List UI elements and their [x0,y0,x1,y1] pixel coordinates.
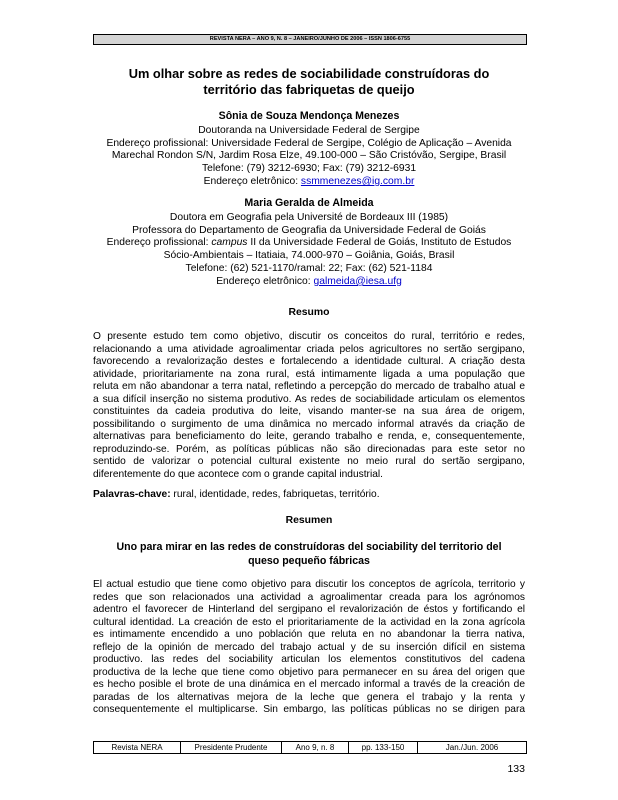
page-number: 133 [507,763,525,775]
title-line: Uno para mirar en las redes de construídoras del sociability del territorio del [116,541,502,553]
affiliation-line: Sócio-Ambientais – Itatiaia, 74.000-970 – Goiânia, Goiás, Brasil [163,250,455,262]
email-label: Endereço eletrônico: [203,175,301,187]
footer-date: Jan./Jun. 2006 [445,743,499,752]
text-line: redes que son relacionados una actividad a agroalimentar creada para los agrónomos [93,591,525,603]
address-italic: campus [211,237,248,249]
keywords-list: rural, identidade, redes, fabriquetas, território. [170,489,380,500]
author-name: Maria Geralda de Almeida [244,197,374,209]
title-line: território das fabriquetas de queijo [203,82,415,97]
resumen-paragraph [93,579,525,717]
text-line: reflejo de la opinión de mercado del trabajo actual y de su inserción difícil en sistema [93,641,525,653]
author-block [93,110,525,189]
text-line: es intimamente encendido a uno población que reluta en no abandonar la tierra nativa, [93,629,525,641]
author-block [93,197,525,289]
footer-pages: pp. 133-150 [349,742,418,753]
address-line [93,237,525,250]
text-line: productivo. las redes del sociability articulan los elementos constitutivos del cadena [93,654,525,666]
text-line: sentido de valorizar o potencial cultural existente no meio rural do sertão sergipano, [93,456,525,468]
affiliation-line: Telefone: (79) 3212-6930; Fax: (79) 3212-6931 [201,163,417,175]
affiliation-line: Marechal Rondon S/N, Jardim Rosa Elze, 49.100-000 – São Cristóvão, Sergipe, Brasil [111,150,507,162]
affiliation-line: Professora do Departamento de Geografia da Universidade Federal de Goiás [132,224,486,236]
text-line: O presente estudo tem como objetivo, discutir os conceitos do rural, território e redes, [93,331,525,342]
email-link[interactable]: ssmmenezes@ig.com.br [300,175,415,187]
author-name: Sônia de Souza Mendonça Menezes [218,110,400,122]
text-line: cultural identidad. La creación de esto el prioritariamente de la actividad en la zona agrícola [93,616,525,628]
text-line: possibilitando o surgimento de uma dinâmica no mercado informal através da criação de [93,418,525,430]
affiliation-line: Endereço profissional: Universidade Federal de Sergipe, Colégio de Aplicação – Avenida [106,137,512,149]
text-line: El actual estudio que tiene como objetivo para discutir los conceptos de agrícola, territorio y [93,579,525,590]
footer-journal: Revista NERA [94,742,181,753]
text-line: adentro el favorecer de Hinterland del sergipano el revalorización de éstos y fortificando el [93,604,525,616]
email-link[interactable]: galmeida@iesa.ufg [313,275,402,287]
spanish-title [93,541,525,568]
address-prefix: Endereço profissional: [106,237,212,249]
text-line: a sua difícil inserção no sistema produtivo. As redes de sociabilidade articulam os elementos [93,393,525,405]
text-line: productiva de la leche que tiene como objetivo para permanecer en su área del origen que [93,666,525,678]
footer-volume: Ano 9, n. 8 [282,742,349,753]
resumo-heading: Resumo [288,307,330,318]
keywords [93,489,525,502]
text-line: favorecendo a revalorização destes e fortalecendo a identidade cultural. A criação desta [93,356,525,368]
text-line: relacionando a uma atividade agroalimentar criada pelos agricultores no sertão sergipano, [93,343,525,355]
running-head: REVISTA NERA – ANO 9, N. 8 – JANEIRO/JUNHO DE 2006 – ISSN 1806-6755 [93,34,527,45]
paper-title [93,66,525,98]
text-line: reluta em não abandonar a terra natal, refletindo a percepção do mercado de trabalho atual e [93,381,525,393]
text-line: constituintes da cadeia produtiva do leite, visando manter-se na sua área de origem, [93,406,525,418]
address-rest: II da Universidade Federal de Goiás, Instituto de Estudos [247,237,512,249]
keywords-label: Palavras-chave: [93,489,171,500]
title-line: queso pequeño fábricas [248,554,370,567]
email-label: Endereço eletrônico: [216,275,314,287]
footer-citation [93,741,527,754]
title-line: Um olhar sobre as redes de sociabilidade construídoras do [128,66,490,81]
text-line: alternativas para beneficiamento do leite, gerando trabalho e renda, e, consequentemente, [93,431,525,443]
text-line: diferentemente do que acontece com o grande capital industrial. [93,469,383,481]
text-line: es hecho posible el brote de una dinámica en el mercado informal a través de la creación de [93,679,525,691]
text-line: atividade, prioritariamente na zona rural, está intimamente ligada a uma população que [93,368,525,380]
text-line: paradas de los alternativas mejora de la leche que genera el trabajo y la renta y [93,691,525,703]
affiliation-line: Telefone: (62) 521-1170/ramal: 22; Fax: (62) 521-1184 [185,262,433,274]
email-line [93,176,525,189]
text-line: consequentemente el multiplicarse. Sin embargo, las políticas públicas no se dirigen para [93,704,525,716]
footer-city: Presidente Prudente [181,742,282,753]
resumo-paragraph [93,331,525,482]
affiliation-line: Doutoranda na Universidade Federal de Sergipe [198,124,420,136]
affiliation-line: Doutora em Geografia pela Université de Bordeaux III (1985) [169,211,449,223]
text-line: reproduzindo-se. Porém, as políticas públicas não são direcionadas para este setor no [93,443,525,455]
email-line [93,276,525,289]
resumen-heading: Resumen [285,515,333,526]
